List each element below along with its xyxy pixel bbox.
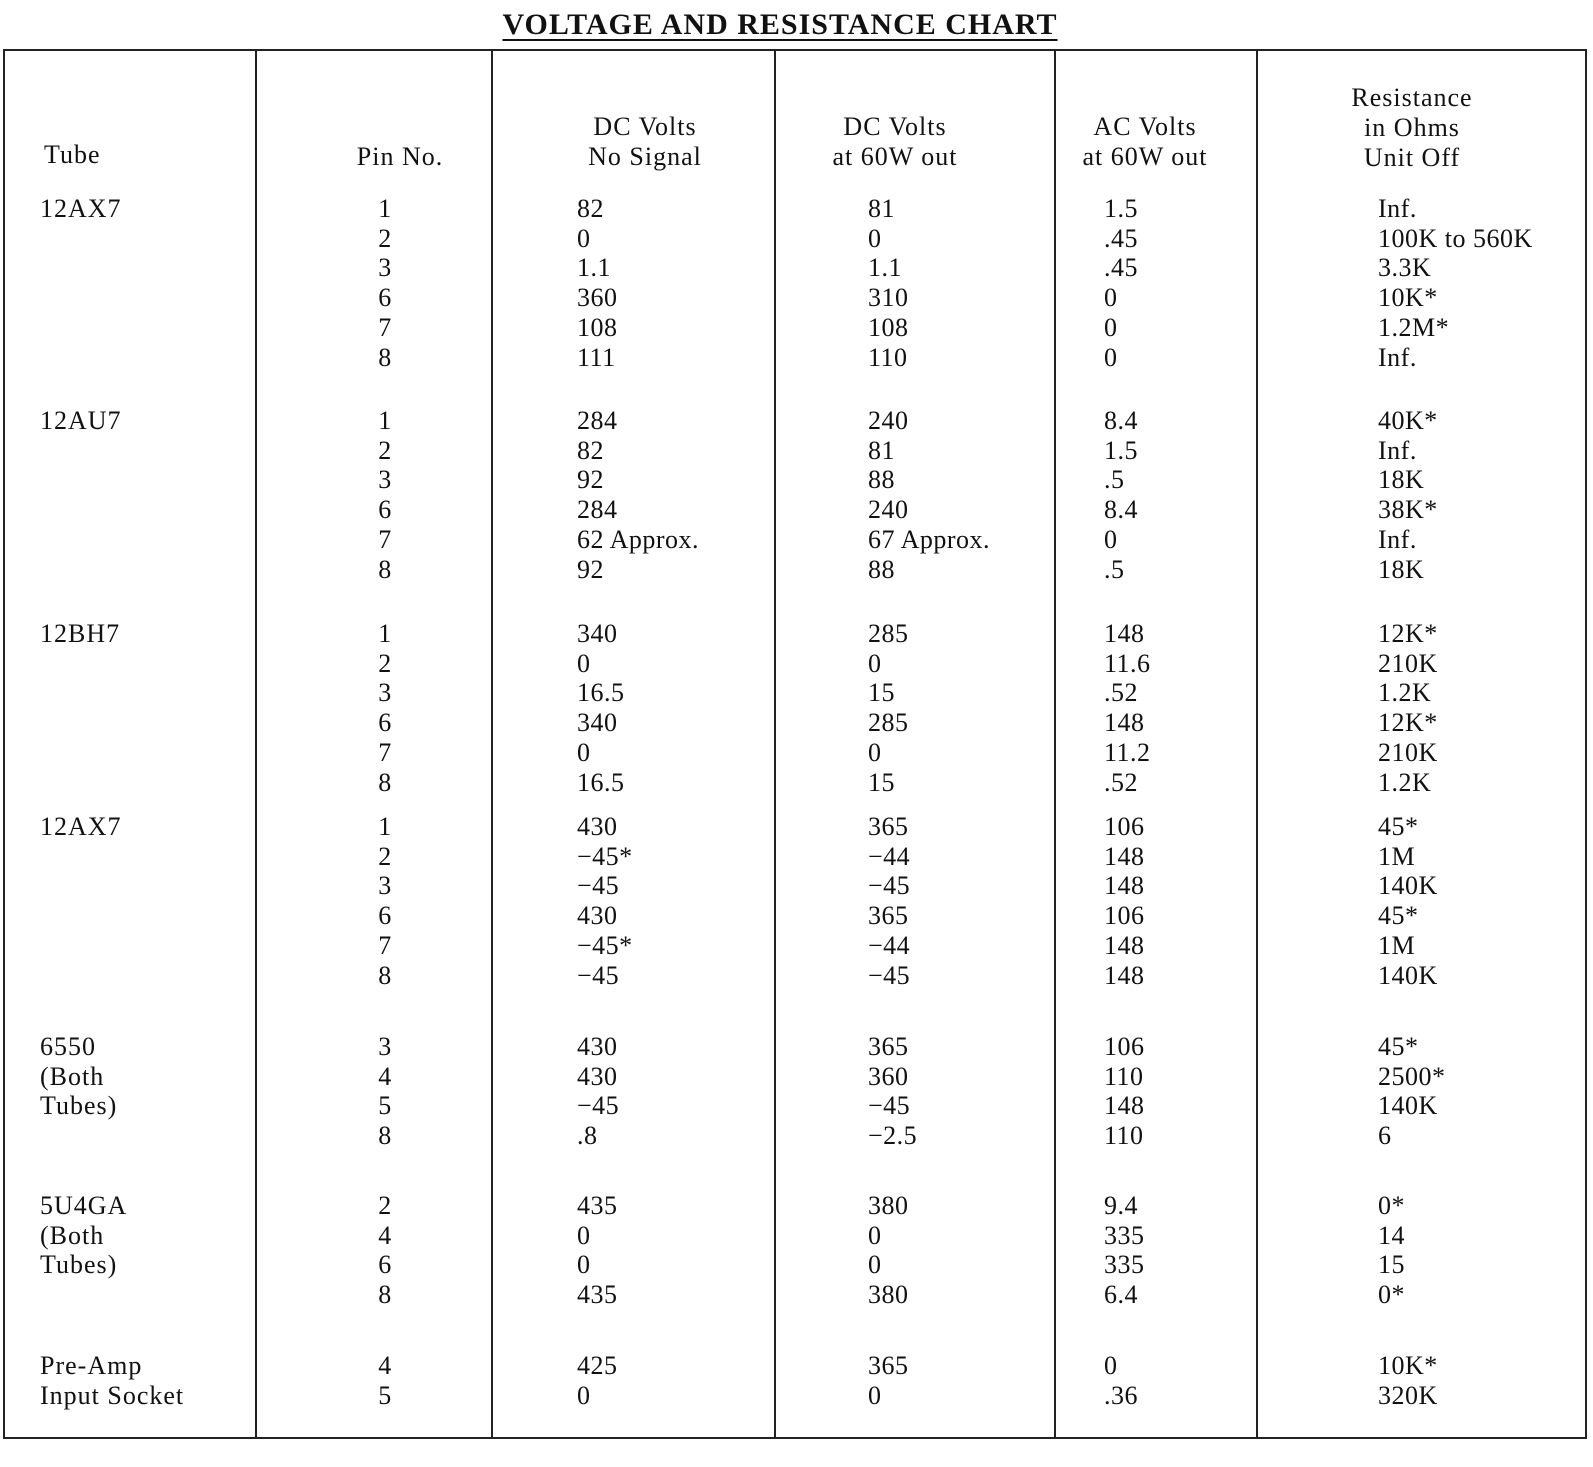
cell-dc-ns: 0: [577, 737, 591, 767]
cell-pin: 3: [378, 1032, 392, 1061]
cell-ac-60: 0: [1104, 283, 1118, 313]
cell-res: 38K*: [1378, 495, 1438, 525]
cell-ac-60: 0: [1104, 342, 1118, 372]
tube-name: Input Socket: [40, 1380, 185, 1410]
cell-dc-ns: 360: [577, 283, 618, 313]
cell-res: Inf.: [1378, 194, 1417, 223]
cell-ac-60: 1.5: [1104, 435, 1138, 465]
cell-ac-60: 8.4: [1104, 495, 1138, 525]
cell-pin: 4: [378, 1351, 392, 1380]
cell-dc-ns: 108: [577, 312, 618, 342]
header-tube-label: Tube: [44, 140, 101, 169]
cell-dc-60: 0: [868, 737, 882, 767]
cell-ac-60: 148: [1104, 619, 1145, 648]
header-dc-no-signal-line2: No Signal: [588, 142, 702, 171]
cell-dc-60: 310: [868, 283, 909, 313]
tube-name: 6550: [40, 1032, 96, 1061]
cell-dc-ns: 430: [577, 812, 618, 841]
cell-ac-60: 106: [1104, 812, 1145, 841]
cell-dc-60: 0: [868, 223, 882, 253]
cell-dc-60: 380: [868, 1280, 909, 1310]
cell-dc-ns: 340: [577, 619, 618, 648]
cell-res: 45*: [1378, 901, 1419, 931]
cell-ac-60: 106: [1104, 1032, 1145, 1061]
cell-pin: 6: [378, 283, 392, 313]
cell-ac-60: 6.4: [1104, 1280, 1138, 1310]
cell-dc-ns: 0: [577, 1380, 591, 1410]
cell-dc-60: 0: [868, 648, 882, 678]
cell-dc-60: 365: [868, 812, 909, 841]
cell-dc-ns: .8: [577, 1121, 598, 1151]
cell-dc-60: 285: [868, 619, 909, 648]
cell-dc-60: −45: [868, 871, 911, 901]
cell-ac-60: .5: [1104, 554, 1125, 584]
cell-ac-60: 0: [1104, 312, 1118, 342]
cell-pin: 3: [378, 253, 392, 283]
cell-res: 0*: [1378, 1191, 1405, 1220]
tube-name: Tubes): [40, 1091, 118, 1121]
cell-pin: 1: [378, 406, 392, 435]
cell-res: 14: [1378, 1220, 1405, 1250]
cell-pin: 4: [378, 1220, 392, 1250]
cell-ac-60: 110: [1104, 1061, 1144, 1091]
cell-pin: 1: [378, 194, 392, 223]
header-dc-no-signal: [545, 112, 745, 172]
tube-name: 5U4GA: [40, 1191, 128, 1220]
cell-res: 40K*: [1378, 406, 1438, 435]
cell-res: 1M: [1378, 841, 1416, 871]
cell-res: 18K: [1378, 465, 1425, 495]
cell-dc-ns: 0: [577, 1220, 591, 1250]
cell-dc-60: 110: [868, 342, 908, 372]
header-pin: [300, 142, 500, 172]
cell-ac-60: 11.2: [1104, 737, 1151, 767]
header-dc-60w-line2: at 60W out: [832, 142, 958, 171]
cell-pin: 7: [378, 930, 392, 960]
cell-dc-60: −44: [868, 930, 911, 960]
cell-res: 100K to 560K: [1378, 223, 1533, 253]
cell-dc-60: −45: [868, 1091, 911, 1121]
cell-dc-ns: −45*: [577, 841, 633, 871]
cell-res: 10K*: [1378, 1351, 1438, 1380]
column-divider: [1054, 49, 1056, 1439]
cell-ac-60: .52: [1104, 678, 1138, 708]
cell-dc-60: 365: [868, 901, 909, 931]
cell-dc-ns: −45*: [577, 930, 633, 960]
cell-ac-60: 0: [1104, 1351, 1118, 1380]
tube-name: 12AU7: [40, 406, 122, 435]
header-dc-60w: [795, 112, 995, 172]
tube-name: Tubes): [40, 1250, 118, 1280]
header-resistance-line2: in Ohms: [1364, 113, 1460, 142]
cell-dc-ns: 435: [577, 1191, 618, 1220]
cell-dc-60: 1.1: [868, 253, 902, 283]
cell-pin: 7: [378, 737, 392, 767]
cell-dc-ns: 425: [577, 1351, 618, 1380]
cell-dc-60: 108: [868, 312, 909, 342]
cell-pin: 2: [378, 435, 392, 465]
cell-dc-ns: 0: [577, 648, 591, 678]
cell-pin: 7: [378, 524, 392, 554]
cell-dc-60: 240: [868, 495, 909, 525]
cell-pin: 3: [378, 871, 392, 901]
cell-ac-60: 148: [1104, 708, 1145, 738]
tube-name: (Both: [40, 1220, 105, 1250]
table-bottom-border: [3, 1437, 1587, 1439]
header-resistance-line1: Resistance: [1351, 83, 1473, 112]
column-divider: [255, 49, 257, 1439]
cell-res: 15: [1378, 1250, 1405, 1280]
column-divider: [774, 49, 776, 1439]
cell-res: 1.2M*: [1378, 312, 1450, 342]
cell-ac-60: 148: [1104, 1091, 1145, 1121]
cell-res: 210K: [1378, 648, 1438, 678]
header-ac-60w-line1: AC Volts: [1093, 112, 1197, 141]
cell-res: 12K*: [1378, 619, 1438, 648]
cell-dc-60: 67 Approx.: [868, 524, 990, 554]
cell-dc-60: 285: [868, 708, 909, 738]
cell-dc-ns: 340: [577, 708, 618, 738]
cell-ac-60: 335: [1104, 1220, 1145, 1250]
tube-name: Pre-Amp: [40, 1351, 143, 1380]
header-resistance-line3: Unit Off: [1363, 143, 1461, 172]
cell-res: Inf.: [1378, 524, 1417, 554]
cell-dc-ns: 430: [577, 1032, 618, 1061]
cell-dc-60: 88: [868, 465, 895, 495]
tube-name: (Both: [40, 1061, 105, 1091]
cell-pin: 1: [378, 619, 392, 648]
cell-dc-60: 0: [868, 1380, 882, 1410]
cell-dc-60: 360: [868, 1061, 909, 1091]
cell-dc-60: 365: [868, 1351, 909, 1380]
cell-dc-ns: 16.5: [577, 678, 625, 708]
cell-res: 140K: [1378, 1091, 1438, 1121]
cell-dc-ns: 0: [577, 1250, 591, 1280]
header-pin-label: Pin No.: [356, 142, 444, 171]
cell-dc-60: 81: [868, 194, 895, 223]
cell-dc-ns: 284: [577, 495, 618, 525]
cell-res: 3.3K: [1378, 253, 1432, 283]
cell-ac-60: 148: [1104, 960, 1145, 990]
cell-dc-60: 81: [868, 435, 895, 465]
cell-dc-60: 15: [868, 678, 895, 708]
tube-name: 12BH7: [40, 619, 121, 648]
cell-dc-ns: 82: [577, 194, 604, 223]
tube-name: 12AX7: [40, 812, 122, 841]
cell-ac-60: 0: [1104, 524, 1118, 554]
cell-pin: 6: [378, 495, 392, 525]
cell-dc-60: 380: [868, 1191, 909, 1220]
cell-pin: 7: [378, 312, 392, 342]
cell-dc-ns: 430: [577, 901, 618, 931]
column-divider: [491, 49, 493, 1439]
cell-dc-ns: 435: [577, 1280, 618, 1310]
header-ac-60w-line2: at 60W out: [1082, 142, 1208, 171]
cell-res: 18K: [1378, 554, 1425, 584]
cell-dc-60: 365: [868, 1032, 909, 1061]
cell-res: 2500*: [1378, 1061, 1446, 1091]
cell-dc-ns: 92: [577, 554, 604, 584]
cell-pin: 5: [378, 1380, 392, 1410]
cell-dc-ns: 92: [577, 465, 604, 495]
cell-res: 45*: [1378, 812, 1419, 841]
cell-dc-ns: 430: [577, 1061, 618, 1091]
cell-dc-ns: 16.5: [577, 767, 625, 797]
cell-res: 10K*: [1378, 283, 1438, 313]
cell-pin: 2: [378, 648, 392, 678]
cell-pin: 2: [378, 841, 392, 871]
cell-pin: 5: [378, 1091, 392, 1121]
cell-dc-ns: 0: [577, 223, 591, 253]
cell-res: Inf.: [1378, 435, 1417, 465]
cell-dc-ns: −45: [577, 871, 620, 901]
cell-ac-60: 1.5: [1104, 194, 1138, 223]
cell-res: Inf.: [1378, 342, 1417, 372]
cell-pin: 8: [378, 1121, 392, 1151]
cell-pin: 8: [378, 342, 392, 372]
cell-pin: 6: [378, 1250, 392, 1280]
table-top-border: [3, 49, 1587, 51]
header-ac-60w: [1050, 112, 1240, 172]
cell-ac-60: 11.6: [1104, 648, 1151, 678]
cell-pin: 1: [378, 812, 392, 841]
cell-res: 1.2K: [1378, 767, 1432, 797]
cell-pin: 2: [378, 1191, 392, 1220]
cell-pin: 8: [378, 767, 392, 797]
cell-dc-60: −44: [868, 841, 911, 871]
header-dc-60w-line1: DC Volts: [843, 112, 947, 141]
cell-res: 1.2K: [1378, 678, 1432, 708]
cell-ac-60: 9.4: [1104, 1191, 1138, 1220]
cell-pin: 3: [378, 465, 392, 495]
header-dc-no-signal-line1: DC Volts: [593, 112, 697, 141]
cell-ac-60: .36: [1104, 1380, 1138, 1410]
header-resistance: [1312, 83, 1512, 173]
cell-pin: 8: [378, 554, 392, 584]
cell-dc-60: −2.5: [868, 1121, 918, 1151]
cell-pin: 6: [378, 901, 392, 931]
cell-ac-60: 110: [1104, 1121, 1144, 1151]
cell-ac-60: .5: [1104, 465, 1125, 495]
cell-dc-60: 88: [868, 554, 895, 584]
cell-dc-ns: 82: [577, 435, 604, 465]
cell-ac-60: .45: [1104, 253, 1138, 283]
cell-ac-60: .52: [1104, 767, 1138, 797]
cell-pin: 3: [378, 678, 392, 708]
cell-dc-ns: 1.1: [577, 253, 611, 283]
cell-res: 320K: [1378, 1380, 1438, 1410]
cell-ac-60: 148: [1104, 930, 1145, 960]
cell-dc-60: 0: [868, 1220, 882, 1250]
cell-dc-60: 0: [868, 1250, 882, 1280]
cell-dc-60: −45: [868, 960, 911, 990]
cell-dc-ns: 284: [577, 406, 618, 435]
cell-ac-60: 106: [1104, 901, 1145, 931]
cell-dc-ns: −45: [577, 960, 620, 990]
cell-dc-ns: 111: [577, 342, 616, 372]
cell-res: 210K: [1378, 737, 1438, 767]
cell-ac-60: .45: [1104, 223, 1138, 253]
column-divider: [3, 49, 5, 1439]
cell-dc-ns: −45: [577, 1091, 620, 1121]
cell-dc-60: 240: [868, 406, 909, 435]
cell-dc-60: 15: [868, 767, 895, 797]
cell-res: 140K: [1378, 960, 1438, 990]
cell-pin: 8: [378, 960, 392, 990]
cell-pin: 6: [378, 708, 392, 738]
header-tube: [44, 140, 101, 170]
cell-pin: 4: [378, 1061, 392, 1091]
cell-pin: 8: [378, 1280, 392, 1310]
cell-pin: 2: [378, 223, 392, 253]
chart-title-text: VOLTAGE AND RESISTANCE CHART: [502, 8, 1058, 41]
column-divider: [1585, 49, 1587, 1439]
cell-res: 45*: [1378, 1032, 1419, 1061]
cell-res: 6: [1378, 1121, 1392, 1151]
tube-name: 12AX7: [40, 194, 122, 223]
cell-res: 140K: [1378, 871, 1438, 901]
cell-ac-60: 8.4: [1104, 406, 1138, 435]
cell-ac-60: 335: [1104, 1250, 1145, 1280]
chart-title: [0, 8, 1560, 42]
cell-ac-60: 148: [1104, 871, 1145, 901]
cell-res: 0*: [1378, 1280, 1405, 1310]
cell-dc-ns: 62 Approx.: [577, 524, 699, 554]
cell-res: 1M: [1378, 930, 1416, 960]
cell-res: 12K*: [1378, 708, 1438, 738]
cell-ac-60: 148: [1104, 841, 1145, 871]
column-divider: [1256, 49, 1258, 1439]
